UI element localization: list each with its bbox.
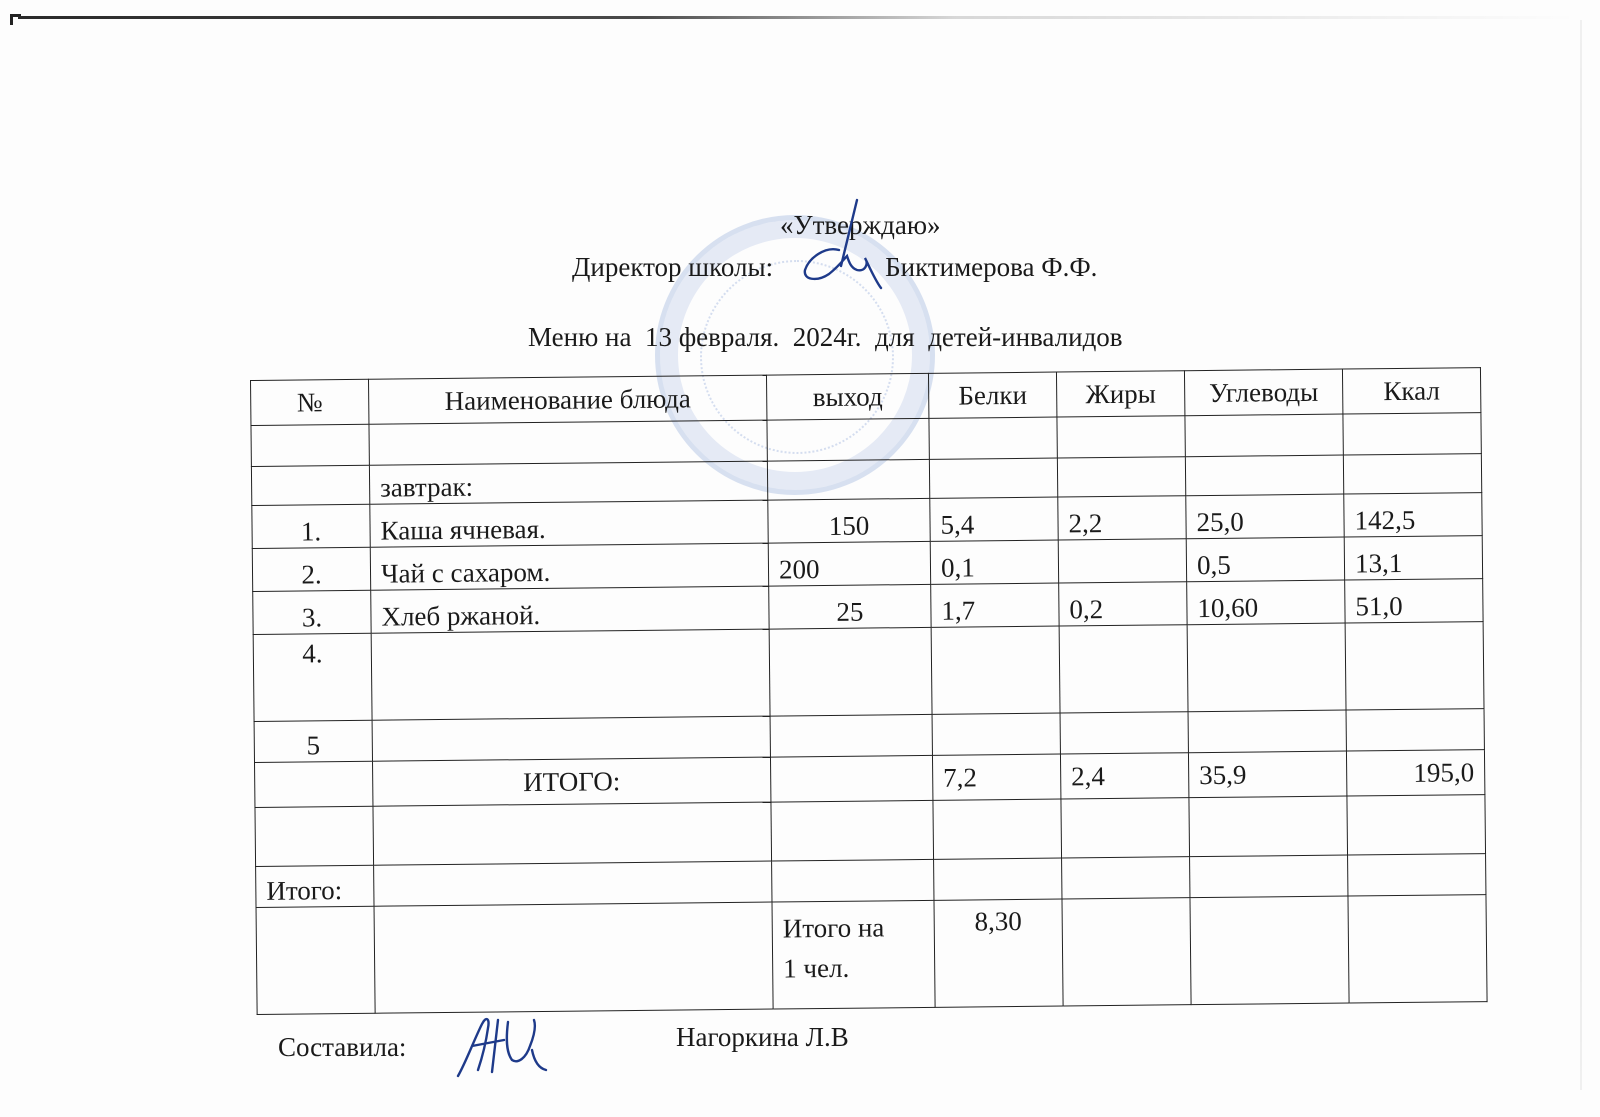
row-dish-name: Чай с сахаром.	[370, 543, 768, 590]
row-output	[769, 627, 932, 716]
per-person-label-line1: Итого на	[782, 912, 885, 944]
total-kcal: 195,0	[1346, 750, 1484, 796]
total-carbs: 35,9	[1188, 751, 1346, 798]
row-proteins	[932, 713, 1060, 755]
total-proteins: 7,2	[932, 754, 1060, 800]
per-person-label	[772, 900, 935, 1009]
header-kcal: Ккал	[1342, 368, 1480, 414]
director-label: Директор школы:	[572, 252, 774, 282]
per-person-value: 8,30	[934, 899, 1063, 1007]
composer-signature	[452, 1010, 552, 1082]
per-person-label-line2: 1 чел.	[783, 952, 850, 984]
row-output: 200	[768, 541, 930, 586]
total-fats: 2,4	[1060, 753, 1188, 799]
header-proteins: Белки	[928, 372, 1056, 418]
menu-table-container	[250, 367, 1487, 1015]
header-fats: Жиры	[1056, 371, 1184, 417]
row-fats	[1059, 625, 1188, 713]
row-output	[770, 714, 932, 757]
row-proteins: 1,7	[931, 583, 1059, 627]
row-proteins: 5,4	[930, 497, 1058, 541]
approve-label: «Утверждаю»	[780, 210, 941, 240]
row-dish-name	[372, 716, 770, 761]
row-carbs: 25,0	[1186, 494, 1344, 539]
row-number: 3.	[253, 590, 371, 634]
row-number: 5	[254, 720, 372, 762]
composer-label: Составила:	[278, 1032, 407, 1062]
header-carbs: Углеводы	[1184, 369, 1342, 416]
row-proteins	[931, 626, 1060, 714]
menu-table	[250, 367, 1488, 1015]
director-line	[572, 252, 1097, 283]
meal-label: завтрак:	[369, 461, 767, 504]
row-fats: 0,2	[1059, 582, 1187, 626]
row-carbs	[1188, 710, 1346, 753]
row-output: 150	[768, 498, 930, 543]
row-kcal: 13,1	[1344, 536, 1482, 580]
row-fats	[1060, 712, 1188, 754]
row-kcal	[1345, 622, 1484, 710]
row-kcal	[1346, 709, 1484, 751]
header-output: выход	[766, 373, 928, 420]
table-row	[253, 622, 1484, 722]
row-carbs: 0,5	[1186, 537, 1344, 582]
row-dish-name: Хлеб ржаной.	[371, 586, 769, 633]
row-dish-name	[371, 629, 770, 720]
row-output: 25	[769, 584, 931, 629]
row-proteins: 0,1	[930, 540, 1058, 584]
scan-top-edge	[18, 16, 1578, 19]
row-carbs: 10,60	[1187, 580, 1345, 625]
director-name: Биктимерова Ф.Ф.	[885, 252, 1098, 282]
header-number: №	[251, 379, 369, 425]
row-number: 1.	[252, 504, 370, 548]
row-number: 2.	[252, 547, 370, 591]
row-number: 4.	[253, 633, 372, 721]
total-label: ИТОГО:	[372, 757, 770, 806]
row-fats	[1058, 539, 1186, 583]
table-per-person-row	[256, 895, 1487, 1015]
itogo-label: Итого:	[256, 865, 374, 907]
header-dish-name: Наименование блюда	[368, 375, 766, 424]
row-kcal: 142,5	[1344, 493, 1482, 537]
menu-title	[528, 322, 1123, 353]
row-carbs	[1187, 623, 1346, 712]
scan-right-edge	[1580, 20, 1582, 1090]
menu-title-text: Меню на 13 февраля. 2024г. для детей-инвалидов	[528, 322, 1123, 352]
row-fats: 2,2	[1058, 496, 1186, 540]
row-dish-name: Каша ячневая.	[370, 500, 768, 547]
composer-name: Нагоркина Л.В	[676, 1022, 849, 1052]
row-kcal: 51,0	[1345, 579, 1483, 623]
